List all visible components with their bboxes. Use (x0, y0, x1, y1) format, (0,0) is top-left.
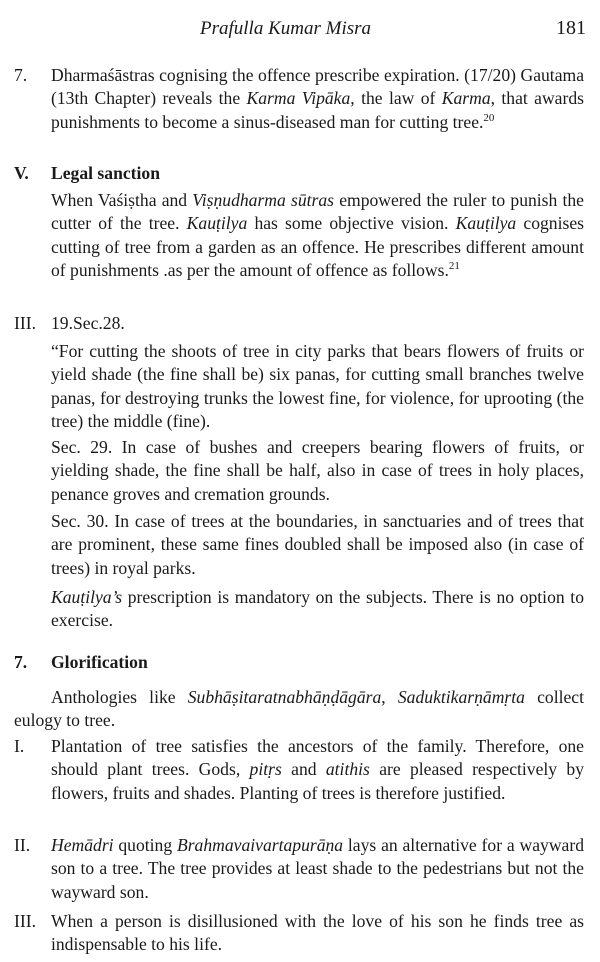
section-number: V. (14, 163, 29, 183)
section-heading-legal-sanction: Legal sanction (51, 163, 160, 183)
text-run: When Vaśiṣtha and (51, 190, 193, 210)
text-run: 19.Sec.28. (51, 313, 125, 333)
text-run: collect eulogy to tree. (14, 687, 584, 731)
text-run: Sec. 29. In case of bushes and creepers bearing flowers of fruits, or yielding shade, the fine shall be half, also in case of trees in holy places, penance groves and cremation grounds. (51, 437, 584, 504)
list-item-hemadri (51, 834, 584, 904)
text-run: Dharmaśāstras cognising the offence prescribe expiration. (17/20) Gautama (13th Chapter) reveals the (51, 65, 584, 109)
text-run: When a person is disillusioned with the love of his son he finds tree as indispensable to his life. (51, 911, 584, 955)
paragraph-dharmasastras (51, 64, 584, 134)
text-run: lays an alternative for a wayward son to a tree. The tree provides at least shade to the pedestrians but not the wayward son. (51, 835, 584, 902)
section-heading-glorification: Glorification (51, 652, 148, 672)
italic-term: Viṣṇudharma sūtras (192, 190, 335, 210)
italic-term: Kauṭilya (455, 213, 517, 234)
italic-term: Karma Vipāka (246, 88, 351, 109)
italic-term: Hemādri (51, 835, 114, 855)
text-run: Anthologies like (51, 687, 188, 707)
text-run: are pleased respectively by flowers, fruits and shades. Planting of trees is therefore justified. (51, 759, 584, 803)
list-item-plantation (51, 735, 584, 805)
section-reference (51, 312, 584, 335)
quotation-paragraph (51, 340, 584, 434)
text-run: Plantation of tree satisfies the ancestors of the family. Therefore, one should plant trees. Gods, (51, 736, 584, 780)
text-run: , (381, 687, 398, 707)
section-number: 7. (14, 652, 28, 672)
italic-term: Subhāṣitaratnabhāṇḍāgāra (187, 687, 382, 707)
text-run: quoting (113, 835, 177, 855)
page-header (0, 14, 600, 44)
italic-term: Karma (441, 88, 491, 109)
paragraph-kautilya-prescription (51, 586, 584, 633)
text-run: , the law of (350, 88, 442, 109)
running-title: Prafulla Kumar Misra (200, 18, 372, 39)
italic-term: Kauṭilya’s (51, 587, 123, 607)
text-run: empowered the ruler to punish the cutter of the tree. (51, 190, 584, 234)
italic-term: Kauṭilya (186, 213, 248, 234)
paragraph-anthologies (14, 686, 584, 733)
text-run: cognises cutting of tree from a garden as an offence. He prescribes different amount of punishments .as per the amount of offence as follows. (51, 213, 584, 281)
text-run: , that awards punishments to become a sinus-diseased man for cutting tree. (51, 88, 584, 132)
page-number: 181 (556, 17, 586, 39)
list-marker: III. (14, 911, 36, 931)
italic-term: Brahmavaivartapurāṇa (176, 835, 344, 855)
paragraph-sec-29 (51, 436, 584, 506)
footnote-ref: 21 (448, 260, 460, 273)
list-marker: II. (14, 835, 31, 855)
text-run: “For cutting the shoots of tree in city parks that bears flowers of fruits or yield shade (the fine shall be) six panas, for cutting small branches twelve panas, for destroying trunks the lowest fine, for violence, for uprooting (the tree) the middle (fine). (51, 341, 584, 432)
footnote-ref: 20 (483, 111, 495, 124)
italic-term: pitṛs (249, 759, 282, 780)
italic-term: atithis (325, 759, 370, 780)
list-marker: 7. (14, 65, 28, 85)
text-run: Sec. 30. In case of trees at the boundaries, in sanctuaries and of trees that are prominent, these same fines doubled shall be imposed also (in case of trees) in royal parks. (51, 511, 584, 578)
text-run: prescription is mandatory on the subjects. There is no option to exercise. (51, 587, 584, 631)
list-marker: III. (14, 313, 36, 333)
paragraph-sec-30 (51, 510, 584, 580)
text-run: has some objective vision. (247, 213, 456, 234)
list-marker: I. (14, 736, 25, 756)
paragraph-legal-sanction (51, 189, 584, 283)
italic-term: Saduktikarṇāmṛta (397, 687, 525, 707)
text-run: and (281, 759, 326, 780)
list-item-disillusioned (51, 910, 584, 957)
